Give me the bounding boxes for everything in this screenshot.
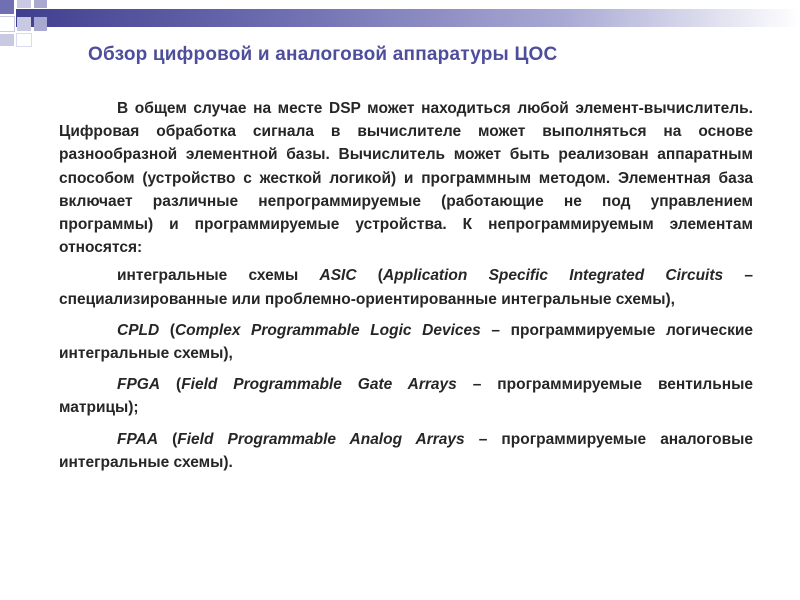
item-abbr: ASIC [319, 267, 357, 285]
item-abbr: FPAA [117, 430, 159, 448]
intro-paragraph: В общем случае на месте DSP может находиться любой элемент-вычислитель. Цифровая обработка сигнала в вычислителе может выполняться на основе разнообразной элементной базы. Вычислитель может быть реализован аппаратным способом (устройство с жесткой логикой) и программным методом. Элементная база включает различные непрограммируемые (работающие не под управлением программы) и программируемые устройства. К непрограммируемым элементам относятся: [59, 100, 753, 257]
decor-square [0, 34, 14, 46]
decor-square [0, 0, 14, 14]
item-abbr: CPLD [117, 321, 160, 339]
item-text: – специализированные или проблемно-ориентированные интегральные схемы), [59, 267, 754, 308]
item-fullname: Application Specific Integrated Circuits [382, 267, 724, 285]
decor-square [17, 17, 31, 31]
item-text: ( [356, 267, 383, 285]
item-fullname: Field Programmable Analog Arrays [177, 430, 465, 448]
decor-square [34, 17, 47, 31]
item-fullname: Field Programmable Gate Arrays [181, 376, 457, 394]
item-text: интегральные схемы [117, 267, 320, 285]
item-text: – программируемые логические интегральные схемы), [59, 321, 753, 363]
item-text: ( [160, 376, 182, 394]
decor-square [0, 17, 14, 31]
header-gradient-bar [16, 9, 800, 27]
list-item-asic [59, 264, 753, 310]
item-text: ( [158, 430, 178, 448]
list-item-fpga [59, 373, 753, 419]
item-text: – программируемые вентильные матрицы); [59, 376, 753, 417]
decor-square [34, 0, 47, 8]
list-item-cpld [59, 319, 753, 365]
decor-square [17, 0, 31, 8]
item-abbr: FPGA [117, 376, 161, 394]
item-text: – программируемые аналоговые интегральные схемы). [59, 430, 754, 471]
item-text: ( [159, 321, 175, 339]
slide-title: Обзор цифровой и аналоговой аппаратуры ЦОС [88, 44, 558, 65]
list-item-fpaa [59, 428, 753, 474]
decor-square [17, 34, 31, 46]
slide-body [59, 97, 753, 474]
item-fullname: Complex Programmable Logic Devices [174, 321, 481, 339]
